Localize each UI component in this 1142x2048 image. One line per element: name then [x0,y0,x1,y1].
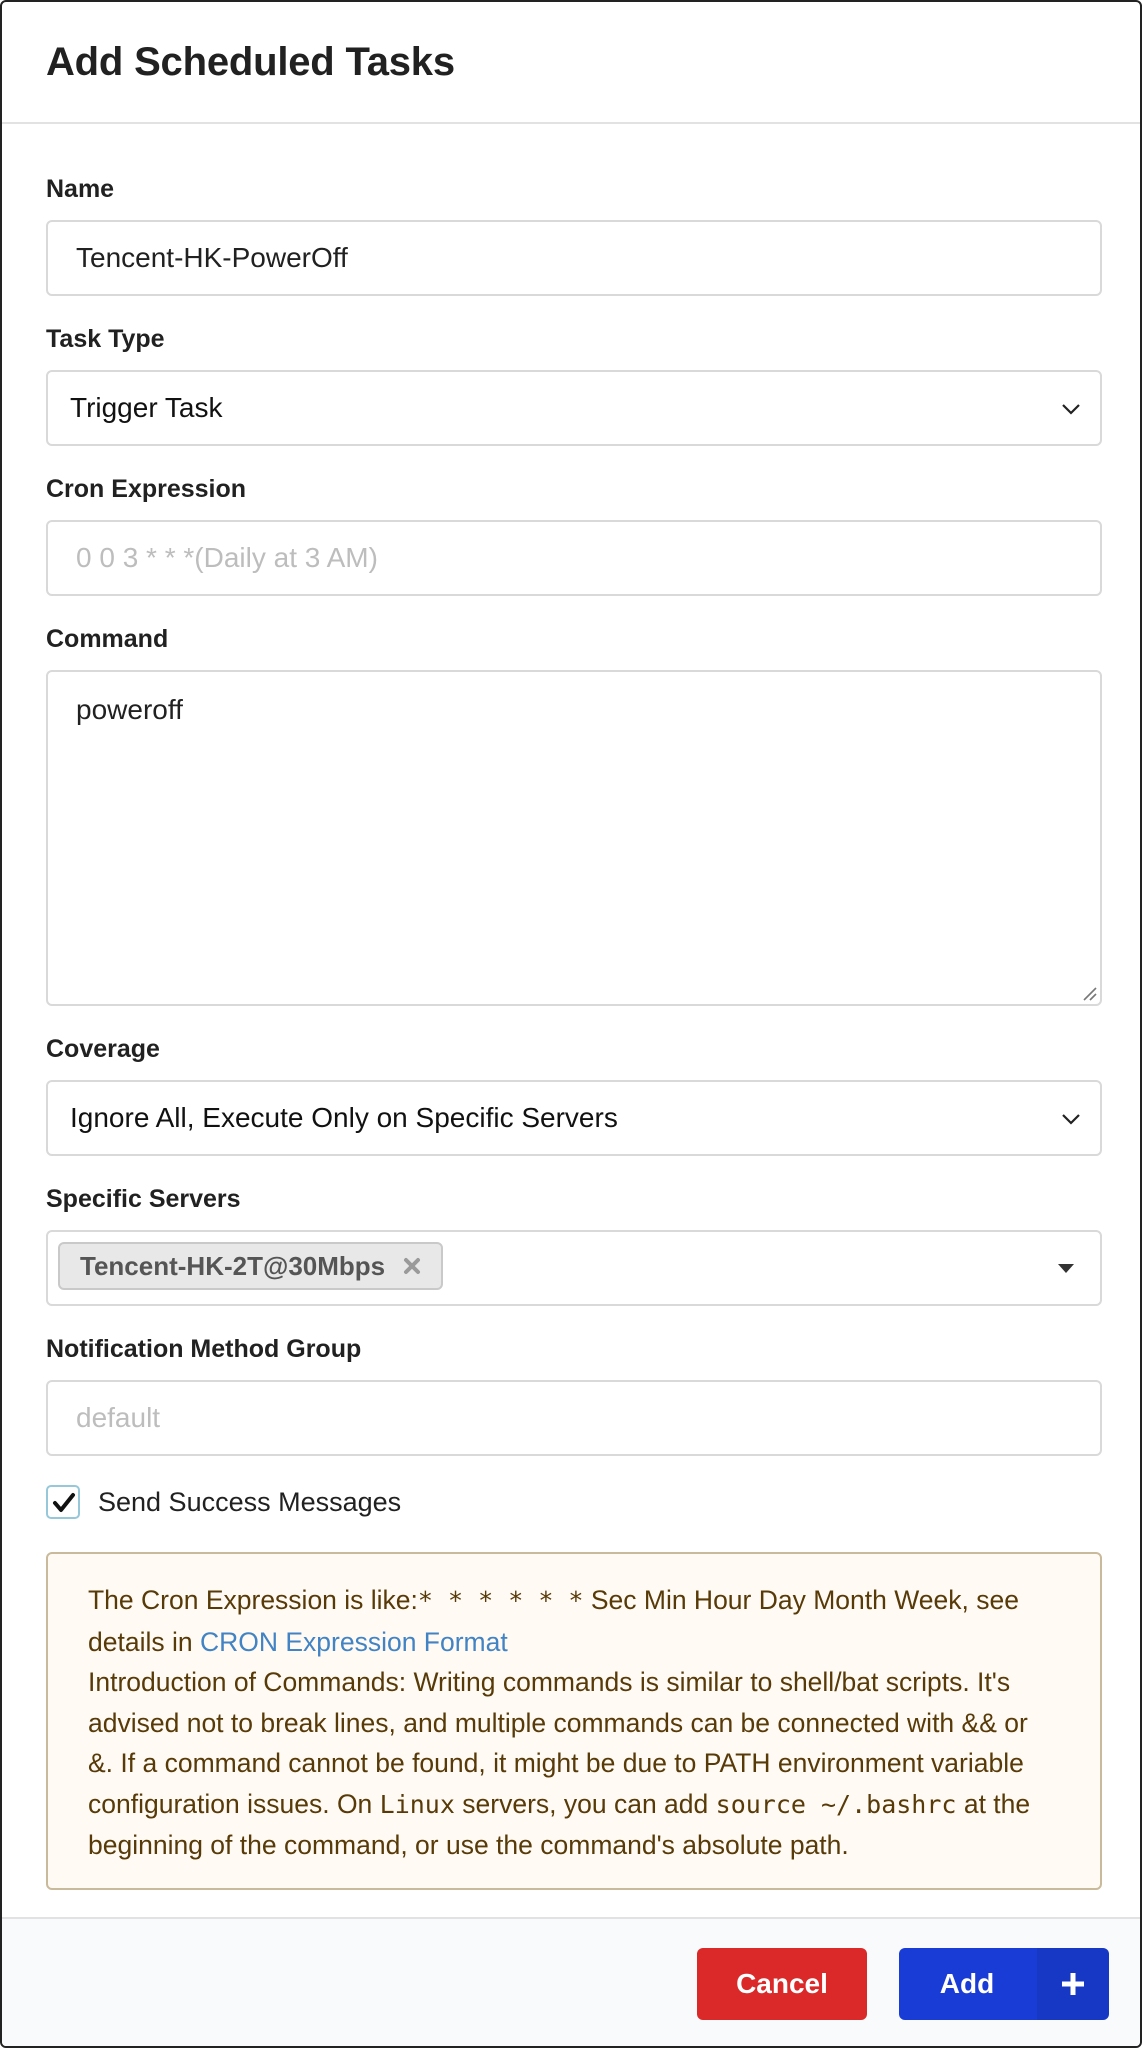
modal-title: Add Scheduled Tasks [46,40,455,84]
command-value: poweroff [76,694,183,725]
servers-multiselect[interactable] [46,1230,1102,1306]
modal-actions [2,1917,1140,2046]
task-type-select[interactable] [46,370,1102,446]
notice-code-linux: Linux [379,1789,455,1819]
notice-command-text-b: servers, you can add [454,1788,716,1819]
name-field-group [46,172,1098,296]
notice-cron-prefix: The Cron Expression is like: [88,1585,418,1615]
notification-label: Notification Method Group [46,1335,362,1363]
notice-cron-stars: * * * * * * [417,1586,584,1615]
notice-code-source: source ~/.bashrc [715,1789,957,1819]
name-label: Name [46,175,115,203]
name-input[interactable]: Tencent-HK-PowerOff [46,220,1102,296]
checkmark-icon [51,1490,77,1516]
add-button[interactable] [899,1948,1109,2020]
server-tag-label: Tencent-HK-2T@30Mbps [80,1250,386,1281]
command-field-group [46,622,1098,1006]
plus-icon [1037,1948,1109,2020]
chevron-down-icon [1058,396,1084,422]
coverage-select[interactable] [46,1080,1102,1156]
notice-command-text-a: Introduction of Commands: Writing commands is similar to shell/bat scripts. It's advised not to break lines, and multiple commands can be connected with && or &. If a command cannot be found, it might be due to PATH environment variable configuration issues. On [88,1667,1028,1819]
caret-down-icon[interactable] [1058,1264,1074,1273]
server-tag [58,1242,443,1290]
add-button-label: Add [939,1968,995,1999]
task-type-value: Trigger Task [70,392,223,423]
modal-header [2,2,1140,124]
send-success-label[interactable]: Send Success Messages [98,1486,402,1517]
servers-label: Specific Servers [46,1185,241,1213]
command-textarea[interactable] [46,670,1102,1006]
command-label: Command [46,625,169,653]
cancel-button[interactable]: Cancel [697,1948,867,2020]
servers-field-group [46,1182,1098,1306]
task-type-field-group [46,322,1098,446]
send-success-row [46,1482,1098,1522]
cron-label: Cron Expression [46,475,247,503]
cron-field-group [46,472,1098,596]
modal-content [2,124,1140,1890]
close-icon[interactable] [401,1255,423,1277]
notice-command-text-c: at the beginning of the command, or use the command's absolute path. [88,1788,1031,1860]
resize-handle-icon[interactable] [1080,984,1098,1002]
chevron-down-icon [1058,1106,1084,1132]
cron-input[interactable]: 0 0 3 * * *(Daily at 3 AM) [46,520,1102,596]
coverage-label: Coverage [46,1035,160,1063]
send-success-checkbox[interactable] [46,1485,80,1519]
coverage-field-group [46,1032,1098,1156]
notice-cron-suffix: Sec Min Hour Day Month Week, see details in [88,1585,1019,1657]
notification-field-group [46,1332,1098,1456]
cron-format-link[interactable]: CRON Expression Format [199,1626,508,1657]
coverage-value: Ignore All, Execute Only on Specific Servers [70,1102,618,1133]
help-notice [46,1552,1102,1890]
task-type-label: Task Type [46,325,165,353]
notification-input[interactable]: default [46,1380,1102,1456]
